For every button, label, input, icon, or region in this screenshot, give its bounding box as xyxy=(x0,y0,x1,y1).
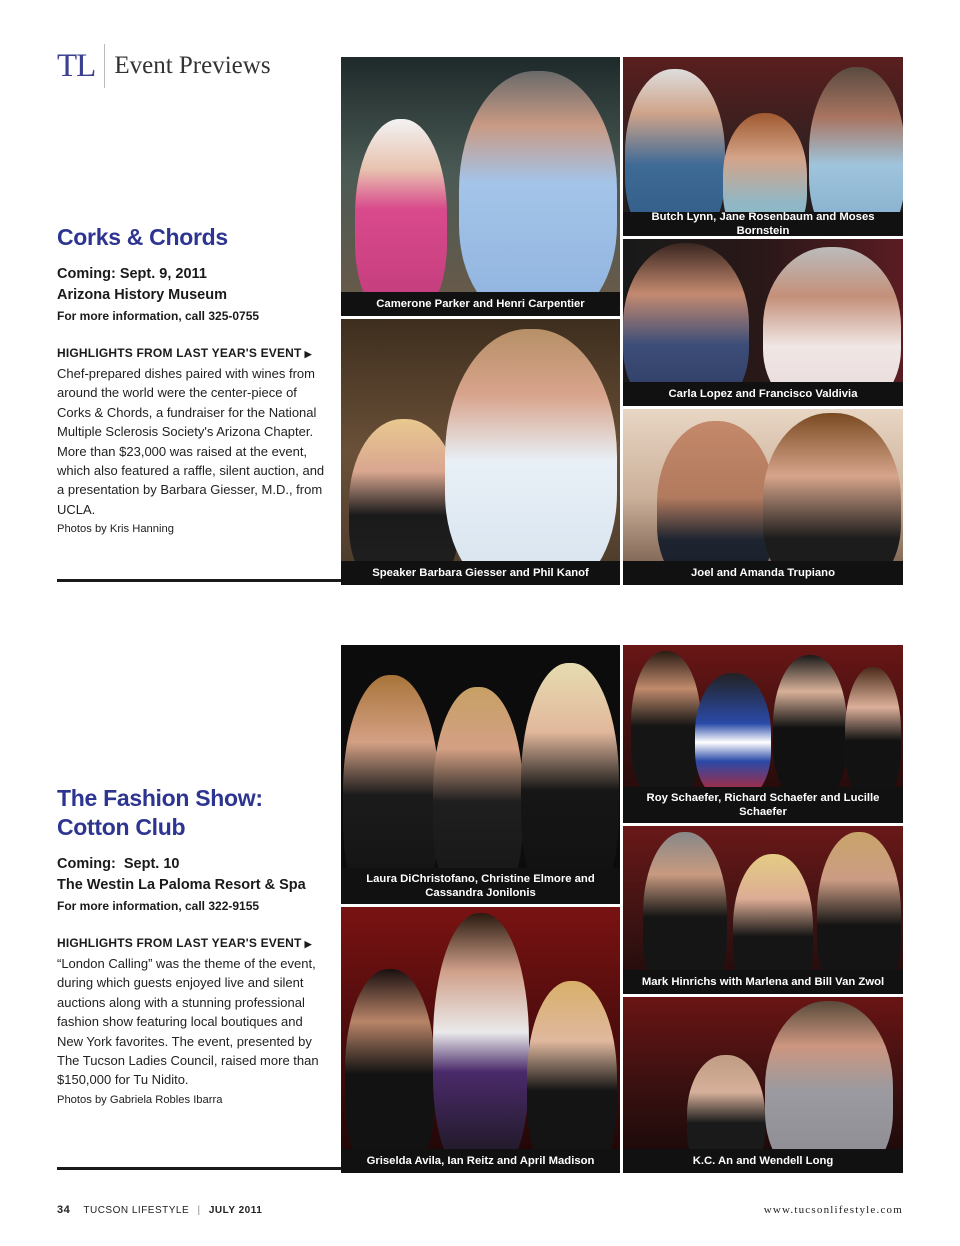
event-date: Coming: Sept. 10 xyxy=(57,856,180,872)
page-number: 34 xyxy=(57,1204,71,1216)
event-contact: For more information, call 322-9155 xyxy=(57,899,260,913)
photo-caption: Laura DiChristofano, Christine Elmore and Cassandra Jonilonis xyxy=(341,868,620,904)
event-photo xyxy=(623,57,903,236)
event-photo xyxy=(623,826,903,994)
photo-caption: Roy Schaefer, Richard Schaefer and Lucille Schaefer xyxy=(623,787,903,823)
event-title-line: Corks & Chords xyxy=(57,224,228,250)
footer-left xyxy=(57,1204,262,1216)
event-title-line: Cotton Club xyxy=(57,814,186,840)
highlights-label: HIGHLIGHTS FROM LAST YEAR'S EVENT xyxy=(57,936,302,950)
triangle-right-icon: ▶ xyxy=(304,939,312,949)
highlights-heading xyxy=(57,344,325,364)
event-title xyxy=(57,784,325,842)
event-photo xyxy=(623,239,903,406)
highlights-body: “London Calling” was the theme of the event, during which guests enjoyed live and silent auctions along with a stunning professional fashion show featuring local boutiques and New York favorites. The event, presented by The Tucson Ladies Council, raised more than $150,000 for Tu Nidito. xyxy=(57,956,319,1088)
person-figure xyxy=(459,71,617,316)
person-figure xyxy=(345,969,435,1173)
event-photo xyxy=(341,907,620,1173)
event-photo xyxy=(623,997,903,1173)
event-text xyxy=(57,223,325,539)
event-photo xyxy=(623,409,903,585)
photo-credit: Photos by Gabriela Robles Ibarra xyxy=(57,1093,223,1106)
section-divider xyxy=(57,579,341,582)
section-title: Event Previews xyxy=(114,52,271,79)
section-divider xyxy=(57,1167,341,1170)
photo-caption: Mark Hinrichs with Marlena and Bill Van Zwol xyxy=(623,970,903,994)
person-figure xyxy=(355,119,447,316)
photo-caption: Carla Lopez and Francisco Valdivia xyxy=(623,382,903,406)
event-photo xyxy=(341,57,620,316)
triangle-right-icon: ▶ xyxy=(304,349,312,359)
issue-date: JULY 2011 xyxy=(208,1205,263,1216)
person-figure xyxy=(445,329,617,585)
person-figure xyxy=(763,413,901,585)
event-photo xyxy=(341,645,620,904)
event-photo xyxy=(341,319,620,585)
highlights-label: HIGHLIGHTS FROM LAST YEAR'S EVENT xyxy=(57,346,302,360)
website-url: www.tucsonlifestyle.com xyxy=(763,1204,903,1216)
event-venue: The Westin La Paloma Resort & Spa xyxy=(57,877,306,893)
page-footer xyxy=(57,1204,903,1218)
event-corks-and-chords xyxy=(57,57,903,585)
photo-caption: Butch Lynn, Jane Rosenbaum and Moses Bornstein xyxy=(623,212,903,236)
highlights-heading xyxy=(57,934,325,954)
person-figure xyxy=(765,1001,893,1173)
event-title xyxy=(57,223,325,252)
person-figure xyxy=(433,913,529,1173)
event-text xyxy=(57,784,325,1110)
photo-caption: K.C. An and Wendell Long xyxy=(623,1149,903,1173)
event-title-line: The Fashion Show: xyxy=(57,785,263,811)
highlights-body: Chef-prepared dishes paired with wines from around the world were the center-piece of Corks & Chords, a fundraiser for the National Multiple Sclerosis Society's Arizona Chapter. More than $23,000 was raised at the event, which also featured a raffle, silent auction, and a presentation by Barbara Giesser, M.D., from UCLA. xyxy=(57,366,325,517)
person-figure xyxy=(527,981,617,1173)
photo-caption: Camerone Parker and Henri Carpentier xyxy=(341,292,620,316)
photo-caption: Speaker Barbara Giesser and Phil Kanof xyxy=(341,561,620,585)
event-contact: For more information, call 325-0755 xyxy=(57,309,260,323)
footer-separator: | xyxy=(197,1205,201,1216)
event-date: Coming: Sept. 9, 2011 xyxy=(57,266,207,282)
person-figure xyxy=(695,673,771,799)
person-figure xyxy=(631,651,701,801)
photo-credit: Photos by Kris Hanning xyxy=(57,523,174,536)
magazine-name: TUCSON LIFESTYLE xyxy=(83,1205,190,1216)
event-photo xyxy=(623,645,903,823)
photo-caption: Joel and Amanda Trupiano xyxy=(623,561,903,585)
person-figure xyxy=(773,655,847,801)
event-fashion-show xyxy=(57,645,903,1173)
event-venue: Arizona History Museum xyxy=(57,287,227,303)
photo-caption: Griselda Avila, Ian Reitz and April Madison xyxy=(341,1149,620,1173)
tl-logo: TL xyxy=(57,44,105,88)
person-figure xyxy=(845,667,901,801)
